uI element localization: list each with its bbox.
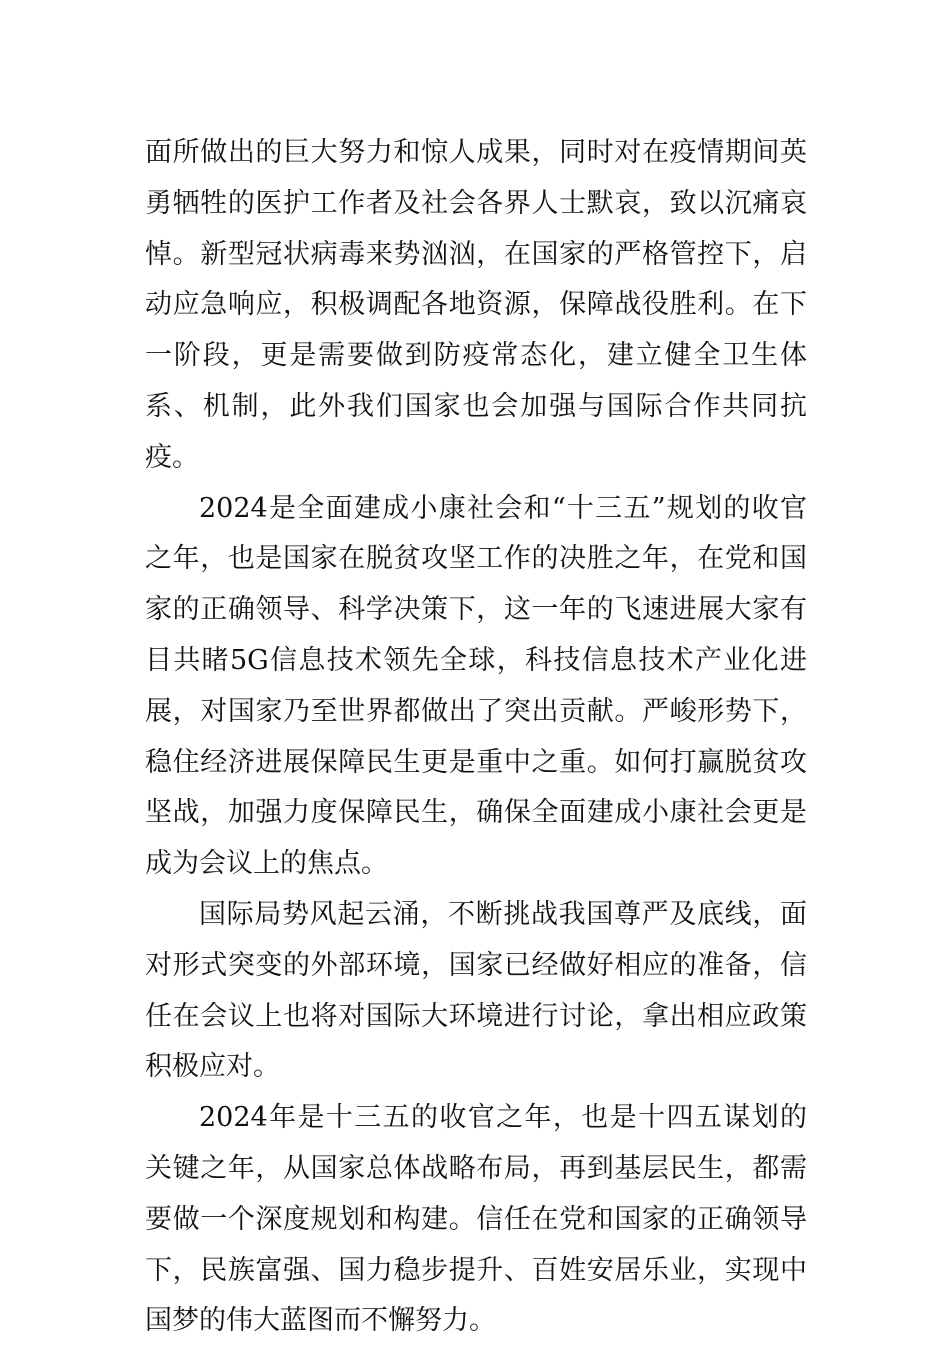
paragraph-international-situation: 国际局势风起云涌，不断挑战我国尊严及底线，面对形式突变的外部环境，国家已经做好相应的准备，信任在会议上也将对国际大环境进行讨论，拿出相应政策积极应对。: [145, 898, 807, 1083]
document-body: [145, 128, 807, 1347]
paragraph-2024-review: 2024是全面建成小康社会和“十三五”规划的收官之年，也是国家在脱贫攻坚工作的决胜之年，在党和国家的正确领导、科学决策下，这一年的飞速进展大家有目共睹5G信息技术领先全球，科技信息技术产业化进展，对国家乃至世界都做出了突出贡献。严峻形势下，稳住经济进展保障民生更是重中之重。如何打赢脱贫攻坚战，加强力度保障民生，确保全面建成小康社会更是成为会议上的焦点。: [145, 492, 807, 880]
paragraph-14th-plan: 2024年是十三五的收官之年，也是十四五谋划的关键之年，从国家总体战略布局，再到基层民生，都需要做一个深度规划和构建。信任在党和国家的正确领导下，民族富强、国力稳步提升、百姓安居乐业，实现中国梦的伟大蓝图而不懈努力。: [145, 1102, 807, 1337]
paragraph-continued: 面所做出的巨大努力和惊人成果，同时对在疫情期间英勇牺牲的医护工作者及社会各界人士默哀，致以沉痛哀悼。新型冠状病毒来势汹汹，在国家的严格管控下，启动应急响应，积极调配各地资源，保障战役胜利。在下一阶段，更是需要做到防疫常态化，建立健全卫生体系、机制，此外我们国家也会加强与国际合作共同抗疫。: [145, 137, 807, 473]
